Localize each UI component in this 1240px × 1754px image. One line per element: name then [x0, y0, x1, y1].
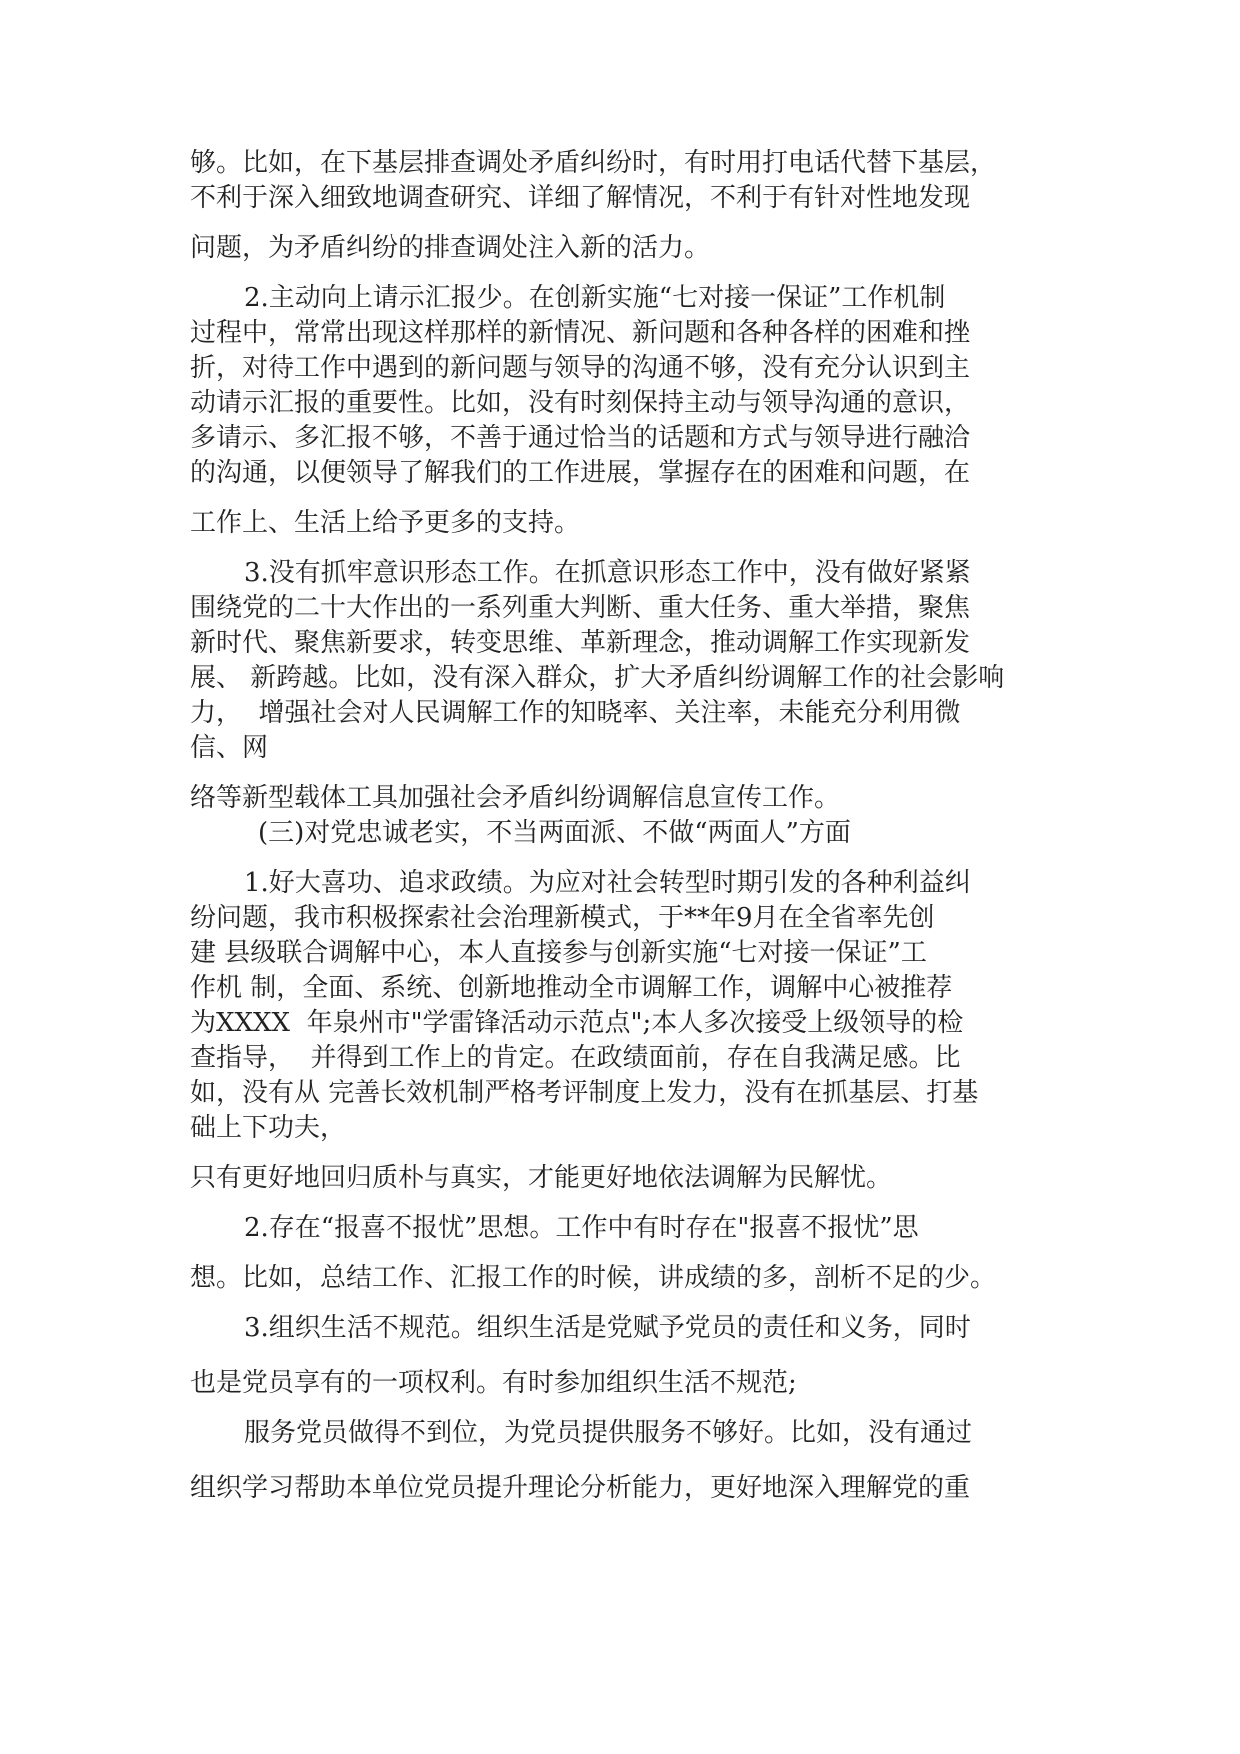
- text-line: 建 县级联合调解中心，本人直接参与创新实施“七对接一保证”工: [190, 938, 927, 968]
- text-line: 2.存在“报喜不报忧”思想。工作中有时存在"报喜不报忧”思: [244, 1213, 919, 1243]
- text-line: 围绕党的二十大作出的一系列重大判断、重大任务、重大举措，聚焦: [190, 593, 971, 623]
- text-line: 想。比如，总结工作、汇报工作的时候，讲成绩的多，剖析不足的少。: [190, 1263, 997, 1293]
- text-line: 动请示汇报的重要性。比如，没有时刻保持主动与领导沟通的意识，: [190, 388, 971, 418]
- text-line: 3.组织生活不规范。组织生活是党赋予党员的责任和义务，同时: [244, 1313, 971, 1343]
- text-line: 查指导， 并得到工作上的肯定。在政绩面前，存在自我满足感。比: [190, 1043, 961, 1073]
- text-line: 信、网: [190, 733, 269, 763]
- text-line: 够。比如，在下基层排查调处矛盾纠纷时，有时用打电话代替下基层，: [190, 148, 997, 178]
- text-line: 折，对待工作中遇到的新问题与领导的沟通不够，没有充分认识到主: [190, 353, 971, 383]
- text-line: 如，没有从 完善长效机制严格考评制度上发力，没有在抓基层、打基: [190, 1078, 979, 1108]
- text-line: 作机 制，全面、系统、创新地推动全市调解工作，调解中心被推荐: [190, 973, 953, 1003]
- text-line: 问题，为矛盾纠纷的排查调处注入新的活力。: [190, 233, 711, 263]
- text-line: 新时代、聚焦新要求，转变思维、革新理念，推动调解工作实现新发: [190, 628, 971, 658]
- section-heading: (三)对党忠诚老实，不当两面派、不做“两面人”方面: [258, 818, 851, 848]
- text-line: 只有更好地回归质朴与真实，才能更好地依法调解为民解忧。: [190, 1163, 893, 1193]
- text-line: 过程中，常常出现这样那样的新情况、新问题和各种各样的困难和挫: [190, 318, 971, 348]
- text-line: 2.主动向上请示汇报少。在创新实施“七对接一保证”工作机制: [244, 283, 946, 313]
- text-line: 也是党员享有的一项权利。有时参加组织生活不规范;: [190, 1368, 797, 1398]
- text-line: 工作上、生活上给予更多的支持。: [190, 508, 581, 538]
- text-line: 力， 增强社会对人民调解工作的知晓率、关注率，未能充分利用微: [190, 698, 961, 728]
- text-line: 1.好大喜功、追求政绩。为应对社会转型时期引发的各种利益纠: [244, 868, 971, 898]
- text-line: 3.没有抓牢意识形态工作。在抓意识形态工作中，没有做好紧紧: [244, 558, 971, 588]
- text-line: 展、 新跨越。比如，没有深入群众，扩大矛盾纠纷调解工作的社会影响: [190, 663, 1005, 693]
- text-line: 纷问题，我市积极探索社会治理新模式，于**年9月在全省率先创: [190, 903, 935, 933]
- text-line: 为XXXX 年泉州市"学雷锋活动示范点";本人多次接受上级领导的检: [190, 1008, 964, 1038]
- text-line: 络等新型载体工具加强社会矛盾纠纷调解信息宣传工作。: [190, 783, 841, 813]
- text-line: 服务党员做得不到位，为党员提供服务不够好。比如，没有通过: [244, 1418, 973, 1448]
- text-line: 础上下功夫，: [190, 1113, 347, 1143]
- text-line: 不利于深入细致地调查研究、详细了解情况，不利于有针对性地发现: [190, 183, 971, 213]
- text-line: 组织学习帮助本单位党员提升理论分析能力，更好地深入理解党的重: [190, 1473, 971, 1503]
- text-line: 的沟通，以便领导了解我们的工作进展，掌握存在的困难和问题，在: [190, 458, 971, 488]
- text-line: 多请示、多汇报不够，不善于通过恰当的话题和方式与领导进行融洽: [190, 423, 971, 453]
